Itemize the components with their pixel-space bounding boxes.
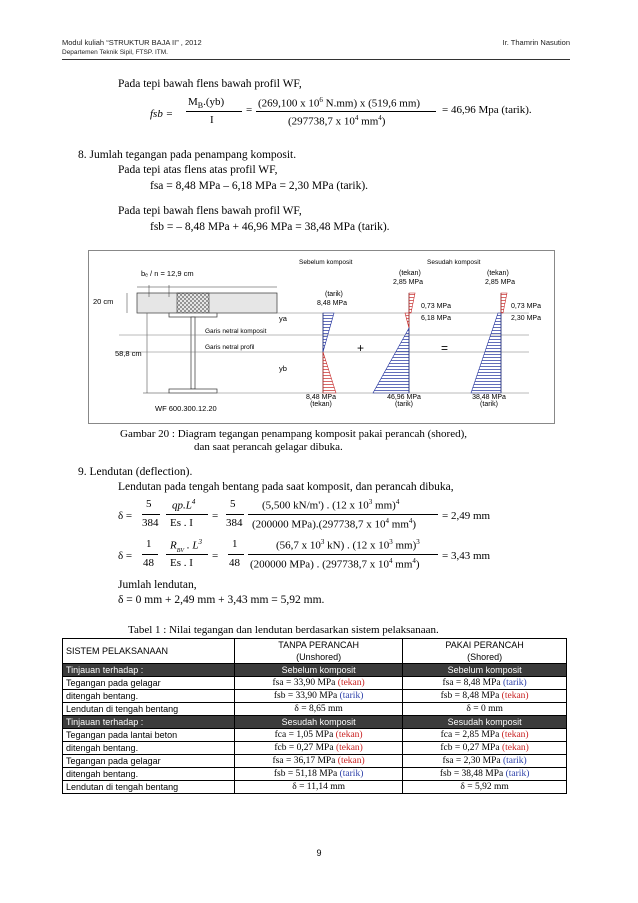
deflection1-coef-den: 384: [142, 517, 159, 529]
sec8-line2: fsa = 8,48 MPa – 6,18 MPa = 2,30 MPa (tarik).: [150, 180, 369, 192]
table-cell-label: Tegangan pada lantai beton: [63, 729, 235, 742]
fsb-intro: Pada tepi bawah flens bawah profil WF,: [118, 78, 302, 90]
table-cell-shored: fsb = 38,48 MPa (tarik): [403, 768, 567, 781]
equals-sign: =: [441, 341, 449, 355]
before-composite-label: Sebelum komposit: [299, 259, 353, 266]
table-cell-unshored: δ = 11,14 mm: [235, 781, 403, 794]
table-cell-shored: Sesudah komposit: [403, 716, 567, 729]
fsb-denominator-1: I: [210, 114, 214, 126]
slab-height-label: 20 cm: [93, 297, 114, 306]
header-course: Modul kuliah “STRUKTUR BAJA II” , 2012: [62, 38, 202, 47]
yb-label: yb: [279, 364, 287, 373]
frac-line: [248, 554, 438, 555]
deflection2-den: Es . I: [170, 557, 193, 569]
deflection1-subst-den: (200000 MPa).(297738,7 x $10^4$ $mm^4$): [252, 517, 417, 531]
total-deflection-label: Jumlah lendutan,: [118, 579, 197, 591]
diagram3-slab-value: 2,85 MPa: [485, 279, 515, 286]
table-title: Tabel 1 : Nilai tegangan dan lendutan berdasarkan sistem pelaksanaan.: [128, 624, 439, 636]
table-cell-label: ditengah bentang.: [63, 742, 235, 755]
diagram1-top-type: (tarik): [325, 291, 343, 298]
table-cell-label: ditengah bentang.: [63, 690, 235, 703]
stress-diagram-figure: [88, 250, 555, 424]
header-department: Departemen Teknik Sipil, FTSP. ITM.: [62, 49, 168, 56]
deflection2-lhs: δ =: [118, 550, 133, 562]
table-header-system: SISTEM PELAKSANAAN: [63, 639, 235, 664]
diagram3-tension: [471, 313, 501, 393]
deflection2-coef-num: 1: [146, 538, 152, 550]
deflection2-coef2-num: 1: [232, 538, 238, 550]
table-cell-label: Lendutan di tengah bentang: [63, 703, 235, 716]
diagram2-slab-compression: [409, 293, 415, 313]
table-cell-shored: fca = 2,85 MPa (tekan): [403, 729, 567, 742]
deflection2-num: $R_{BV}$ . $L^3$: [170, 538, 202, 554]
deflection2-coef2-den: 48: [229, 557, 240, 569]
fsb-denominator-2: (297738,7 x $10^4$ $mm^4$): [288, 114, 386, 128]
table-cell-unshored: δ = 8,65 mm: [235, 703, 403, 716]
table-row: [63, 703, 567, 716]
profile-neutral-axis-label: Garis netral profil: [205, 344, 255, 351]
table-cell-shored: Sebelum komposit: [403, 664, 567, 677]
deflection1-coef2-den: 384: [226, 517, 243, 529]
diagram2-top-flange-value: 6,18 MPa: [421, 315, 451, 322]
table-header-unshored-sub: (Unshored): [235, 651, 403, 664]
diagram2-slab-value: 2,85 MPa: [393, 279, 423, 286]
slab-width-label: bₑ / n = 12,9 cm: [141, 269, 194, 278]
diagram2-slab-bottom-value: 0,73 MPa: [421, 303, 451, 310]
table-cell-unshored: fsa = 36,17 MPa (tekan): [235, 755, 403, 768]
table-row: [63, 768, 567, 781]
table-row: [63, 742, 567, 755]
wf-bottom-flange: [169, 389, 217, 393]
equals: =: [212, 550, 219, 562]
header-rule: [62, 59, 570, 60]
after-composite-label: Sesudah komposit: [427, 259, 481, 266]
diagram1-bottom-compression: [323, 352, 336, 393]
diagram3-slab-compression: [501, 293, 507, 313]
deflection2-subst-num: (56,7 x $10^3$ kN) . (12 x $10^3$ mm)$^3$: [276, 538, 420, 552]
composite-neutral-axis-label: Garis netral komposit: [205, 328, 267, 335]
table-row: [63, 690, 567, 703]
page-number: 9: [316, 848, 322, 858]
steel-transformed-block: [177, 293, 209, 313]
frac-line: [256, 111, 436, 112]
diagram3-slab-bottom-value: 0,73 MPa: [511, 303, 541, 310]
sec8-line1: Pada tepi atas flens atas profil WF,: [118, 164, 278, 176]
diagram3-slab-type: (tekan): [487, 270, 509, 277]
table-cell-unshored: fsb = 51,18 MPa (tarik): [235, 768, 403, 781]
wf-top-flange: [169, 313, 217, 317]
diagram2-bottom-value: 46,96 MPa (tarik): [387, 394, 421, 408]
table-header-shored-sub: (Shored): [403, 651, 567, 664]
diagram2-slab-type: (tekan): [399, 270, 421, 277]
table-cell-shored: δ = 0 mm: [403, 703, 567, 716]
equals: =: [212, 510, 219, 522]
total-deflection-value: δ = 0 mm + 2,49 mm + 3,43 mm = 5,92 mm.: [118, 594, 325, 606]
table-cell-label: Tinjauan terhadap :: [63, 716, 235, 729]
ya-label: ya: [279, 314, 287, 323]
section-9-title: 9. Lendutan (deflection).: [78, 466, 193, 478]
sec8-line3: Pada tepi bawah flens bawah profil WF,: [118, 205, 302, 217]
table-row: [63, 781, 567, 794]
diagram2-bottom-tension: [373, 328, 409, 393]
table-cell-unshored: fca = 1,05 MPa (tekan): [235, 729, 403, 742]
fsb-numerator-1: $M_B.(yb)$: [188, 96, 225, 111]
deflection1-coef-num: 5: [146, 498, 152, 510]
deflection1-den: Es . I: [170, 517, 193, 529]
table-cell-shored: fsa = 8,48 MPa (tarik): [403, 677, 567, 690]
deflection2-coef-den: 48: [143, 557, 154, 569]
table-cell-shored: δ = 5,92 mm: [403, 781, 567, 794]
fsb-numerator-2: (269,100 x $10^6$ N.mm) x (519,6 mm): [258, 96, 421, 110]
profile-name-label: WF 600.300.12.20: [155, 404, 217, 413]
table-header-shored: PAKAI PERANCAH: [403, 639, 567, 652]
table-cell-label: Lendutan di tengah bentang: [63, 781, 235, 794]
table-row: [63, 664, 567, 677]
table-cell-unshored: Sesudah komposit: [235, 716, 403, 729]
plus-sign: +: [357, 341, 365, 355]
table-cell-shored: fsa = 2,30 MPa (tarik): [403, 755, 567, 768]
frac-line: [166, 514, 208, 515]
table-cell-unshored: fsa = 33,90 MPa (tekan): [235, 677, 403, 690]
diagram3-bottom-value: 38,48 MPa (tarik): [472, 394, 506, 408]
diagram1-top-tension: [323, 313, 334, 352]
deflection1-lhs: δ =: [118, 510, 133, 522]
table-row: [63, 716, 567, 729]
table-cell-unshored: fsb = 33,90 MPa (tarik): [235, 690, 403, 703]
table-cell-label: Tegangan pada gelagar: [63, 755, 235, 768]
deflection1-result: = 2,49 mm: [442, 510, 491, 522]
figure-caption-line2: dan saat perancah gelagar dibuka.: [194, 441, 343, 453]
table-cell-shored: fcb = 0,27 MPa (tekan): [403, 742, 567, 755]
diagram3-top-flange-value: 2,30 MPa: [511, 315, 541, 322]
deflection1-coef2-num: 5: [230, 498, 236, 510]
table-cell-unshored: fcb = 0,27 MPa (tekan): [235, 742, 403, 755]
header-author: Ir. Thamrin Nasution: [502, 38, 570, 47]
profile-height-label: 58,8 cm: [115, 349, 142, 358]
frac-line: [226, 514, 244, 515]
table-cell-shored: fsb = 8,48 MPa (tekan): [403, 690, 567, 703]
diagram1-top-value: 8,48 MPa: [317, 300, 347, 307]
fsb-lhs: fsb =: [150, 108, 174, 120]
sec8-line4: fsb = – 8,48 MPa + 46,96 MPa = 38,48 MPa (tarik).: [150, 221, 390, 233]
deflection1-num: $qp.L^4$: [172, 498, 196, 512]
section-8-title: 8. Jumlah tegangan pada penampang komposit.: [78, 149, 297, 161]
table-header-unshored: TANPA PERANCAH: [235, 639, 403, 652]
deflection-intro: Lendutan pada tengah bentang pada saat komposit, dan perancah dibuka,: [118, 481, 454, 493]
table-cell-unshored: Sebelum komposit: [235, 664, 403, 677]
frac-line: [248, 514, 438, 515]
results-table: [62, 638, 567, 794]
diagram2-top-compression: [405, 313, 409, 328]
frac-line: [166, 554, 208, 555]
frac-line: [186, 111, 242, 112]
table-cell-label: ditengah bentang.: [63, 768, 235, 781]
frac-line: [142, 514, 160, 515]
deflection1-subst-num: (5,500 kN/m') . (12 x $10^3$ mm)$^4$: [262, 498, 400, 512]
table-cell-label: Tegangan pada gelagar: [63, 677, 235, 690]
deflection2-subst-den: (200000 MPa) . (297738,7 x $10^4$ $mm^4$): [250, 557, 420, 571]
wf-web: [191, 317, 195, 389]
diagram1-bottom-value: 8,48 MPa (tekan): [306, 394, 336, 408]
figure-caption-line1: Gambar 20 : Diagram tegangan penampang komposit pakai perancah (shored),: [120, 428, 467, 440]
deflection2-result: = 3,43 mm: [442, 550, 491, 562]
table-row: [63, 755, 567, 768]
table-row: [63, 729, 567, 742]
frac-line: [142, 554, 158, 555]
table-row: [63, 677, 567, 690]
fsb-result: = 46,96 Mpa (tarik).: [442, 104, 532, 116]
frac-line: [228, 554, 244, 555]
table-cell-label: Tinjauan terhadap :: [63, 664, 235, 677]
